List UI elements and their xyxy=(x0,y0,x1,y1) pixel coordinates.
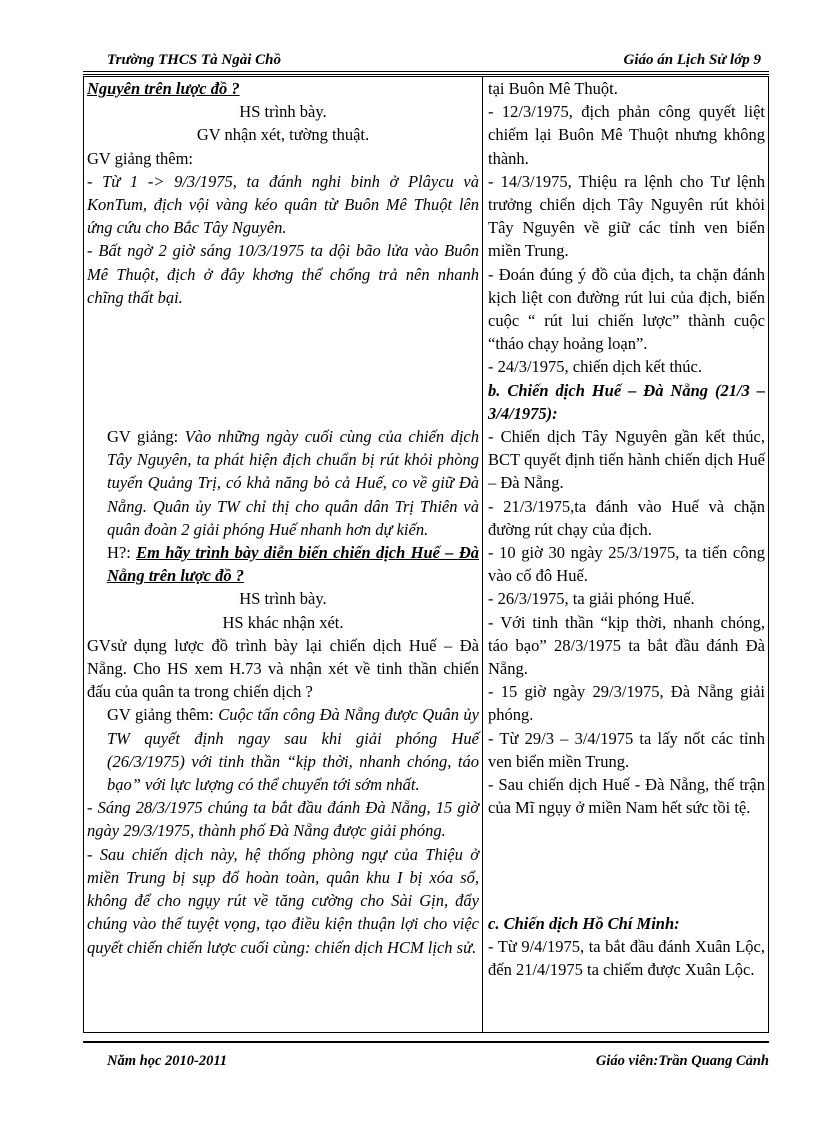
right-item-12: - Từ 29/3 – 3/4/1975 ta lấy nốt các tỉnh ven biển miền Trung. xyxy=(488,728,765,771)
q2-hs2-line: HS khác nhận xét. xyxy=(222,612,344,632)
column-divider xyxy=(482,77,483,1032)
right-column xyxy=(488,77,765,981)
paragraph-1: - Từ 1 -> 9/3/1975, ta đánh nghi binh ở Plâycu và KonTum, địch vội vàng kéo quân từ Buôn Mê Thuột lên ứng cứu cho Bắc Tây Nguyên. xyxy=(87,171,479,238)
right-item-10: - Với tinh thần “kịp thời, nhanh chóng, táo bạo” 28/3/1975 ta bắt đầu đánh Đà Nẵng. xyxy=(488,612,765,679)
right-item-14: - Từ 9/4/1975, ta bắt đầu đánh Xuân Lộc, đến 21/4/1975 ta chiếm được Xuân Lộc. xyxy=(488,936,765,979)
gv-giang-them-label: GV giảng thêm: xyxy=(87,148,194,168)
right-item-5: - 24/3/1975, chiến dịch kết thúc. xyxy=(488,357,702,377)
question-1-title: Nguyên trên lược đồ ? xyxy=(87,79,240,98)
right-item-13: - Sau chiến dịch Huế - Đà Nẵng, thế trận của Mĩ ngụy ở miền Nam hết sức tồi tệ. xyxy=(488,775,765,818)
lesson-table xyxy=(83,76,769,1033)
paragraph-7: - Sau chiến dịch này, hệ thống phòng ngự của Thiệu ở miền Trung bị sụp đổ hoàn toàn, quân khu I bị xóa sổ, không để cho ngụy rút về tăng cường cho Sài Gịn, đẩy chúng vào thế tuyệt vọng, tạo điều kiện thuận lợi cho việc quyết chiến chiến lược cuối cùng: chiến dịch HCM lịch sử. xyxy=(87,844,479,957)
right-item-2: - 12/3/1975, địch phản công quyết liệt chiếm lại Buôn Mê Thuột nhưng không thành. xyxy=(488,102,765,168)
q1-hs-line: HS trình bày. xyxy=(239,102,327,122)
page-footer xyxy=(83,1041,769,1070)
q1-gv-line: GV nhận xét, tường thuật. xyxy=(196,125,370,145)
right-item-8: - 10 giờ 30 ngày 25/3/1975, ta tiến công vào cố đô Huế. xyxy=(488,543,765,586)
gv-giang-them2-label: GV giảng thêm: xyxy=(107,705,214,725)
right-item-11: - 15 giờ ngày 29/3/1975, Đà Nẵng giải phóng. xyxy=(488,682,765,725)
question-2 xyxy=(87,541,479,587)
paragraph-3 xyxy=(87,425,479,541)
section-c-title: c. Chiến dịch Hồ Chí Minh: xyxy=(488,913,680,933)
section-b-title: b. Chiến dịch Huế – Đà Nẵng (21/3 – 3/4/1975): xyxy=(488,380,765,423)
gv-giang-label: GV giảng: xyxy=(107,427,179,447)
paragraph-4: GVsử dụng lược đồ trình bày lại chiến dịch Huế – Đà Nẵng. Cho HS xem H.73 và nhận xét về tinh thần chiến đấu của quân ta trong chiến dịch ? xyxy=(87,635,479,702)
header-rule xyxy=(83,71,769,75)
school-year: Năm học 2010-2011 xyxy=(107,1053,228,1069)
q2-hs-line: HS trình bày. xyxy=(239,589,327,609)
teacher-name: Giáo viên:Trần Quang Cảnh xyxy=(595,1053,769,1069)
subject-title: Giáo án Lịch Sử lớp 9 xyxy=(623,52,761,68)
spacer xyxy=(488,820,765,912)
paragraph-5 xyxy=(87,703,479,796)
school-name: Trường THCS Tà Ngài Chồ xyxy=(107,52,282,68)
left-column xyxy=(87,77,479,959)
paragraph-2: - Bất ngờ 2 giờ sáng 10/3/1975 ta dội bão lửa vào Buôn Mê Thuột, địch ở đây khơng thể chống trả nên nhanh chĩng thất bại. xyxy=(87,241,479,307)
right-item-6: - Chiến dịch Tây Nguyên gần kết thúc, BCT quyết định tiến hành chiến dịch Huế – Đà Nẵng. xyxy=(488,427,765,493)
page-header xyxy=(107,50,761,72)
right-item-7: - 21/3/1975,ta đánh vào Huế và chặn đường rút chạy của địch. xyxy=(488,496,765,539)
paragraph-3-text: Vào những ngày cuối cùng của chiến dịch Tây Nguyên, ta phát hiện địch chuẩn bị rút khỏi phòng tuyến Quảng Trị, có khả năng bỏ cả Huế, co về giữ Đà Nẵng. Quân ủy TW chỉ thị cho quân dân Trị Thiên và quân đoàn 2 giải phóng Huế nhanh hơn dự kiến. xyxy=(107,427,479,539)
h-label: H?: xyxy=(107,543,131,563)
right-item-9: - 26/3/1975, ta giải phóng Huế. xyxy=(488,589,695,609)
spacer xyxy=(87,309,479,425)
right-line-1: tại Buôn Mê Thuột. xyxy=(488,79,618,98)
right-item-4: - Đoán đúng ý đồ của địch, ta chặn đánh kịch liệt con đường rút lui của địch, biến cuộc “ rút lui chiến lược” thành cuộc “tháo chạy hoảng loạn”. xyxy=(488,264,765,354)
paragraph-6: - Sáng 28/3/1975 chúng ta bắt đầu đánh Đà Nẵng, 15 giờ ngày 29/3/1975, thành phố Đà Nẵng được giải phóng. xyxy=(87,798,479,841)
question-2-title: Em hãy trình bày diễn biến chiến dịch Huế – Đà Nẵng trên lược đồ ? xyxy=(107,543,480,586)
paragraph-5-text: Cuộc tấn công Đà Nẵng được Quân ủy TW quyết định ngay sau khi giải phóng Huế (26/3/1975) với tinh thần “kịp thời, nhanh chóng, táo bạo” với lực lượng có thể chuyển tới sớm nhất. xyxy=(107,705,479,795)
right-item-3: - 14/3/1975, Thiệu ra lệnh cho Tư lệnh trưởng chiến dịch Tây Nguyên rút khỏi Tây Nguyên về giữ các tỉnh ven biển miền Trung. xyxy=(488,171,765,261)
